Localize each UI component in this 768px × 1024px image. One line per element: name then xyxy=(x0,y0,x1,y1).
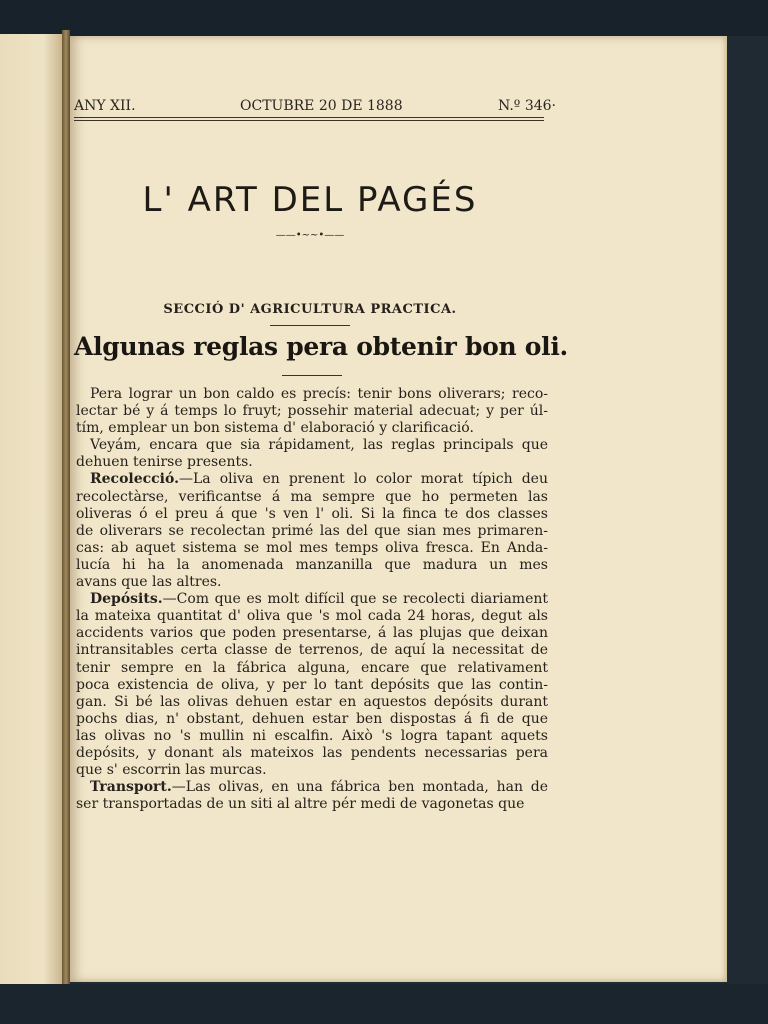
paragraph xyxy=(76,437,548,471)
text-line xyxy=(76,694,548,711)
text-line xyxy=(76,403,548,420)
paragraph xyxy=(76,386,548,437)
text-line xyxy=(76,608,548,625)
line-text: tenir sempre en la fábrica alguna, encare que relativament xyxy=(76,659,548,676)
line-text: intransitables certa classe de terrenos, de aquí la necessitat de xyxy=(76,642,548,659)
text-line xyxy=(76,711,548,728)
header-rule xyxy=(74,117,544,118)
line-text: recolectàrse, verificantse á ma sempre que ho permeten las xyxy=(76,488,548,505)
line-text: —Las olivas, en una fábrica ben montada, han de xyxy=(171,779,548,796)
line-text: accidents varios que poden presentarse, á las plujas que deixan xyxy=(76,625,548,642)
line-text: tím, emplear un bon sistema d' elaboració y clarificació. xyxy=(76,420,474,437)
line-text: la mateixa quantitat d' oliva que 's mol cada 24 horas, degut als xyxy=(76,608,548,625)
line-text: las olivas no 's mullin ni escalfin. Això 's logra tapant aquets xyxy=(76,727,548,744)
header-issue-number: N.º 346· xyxy=(497,98,556,114)
text-line xyxy=(76,540,548,557)
text-line xyxy=(76,523,548,540)
line-text: Pera lograr un bon caldo es precís: tenir bons oliverars; reco- xyxy=(90,386,548,402)
line-text: Veyám, encara que sia rápidament, las reglas principals que xyxy=(90,437,548,454)
section-heading: SECCIÓ D' AGRICULTURA PRACTICA. xyxy=(163,302,457,317)
line-text: lucía hi ha la anomenada manzanilla que madura un mes xyxy=(76,556,548,573)
header-volume: ANY XII. xyxy=(74,98,136,114)
background-bottom xyxy=(0,984,768,1024)
line-text: avans que las altres. xyxy=(76,574,222,591)
paragraph-lead: Depósits. xyxy=(90,591,163,608)
text-line xyxy=(76,574,548,591)
text-line xyxy=(76,796,548,813)
line-text: cas: ab aquet sistema se mol mes temps oliva fresca. En Anda- xyxy=(76,539,548,556)
text-line xyxy=(76,745,548,762)
paragraph-lead: Transport. xyxy=(90,779,172,796)
text-line xyxy=(76,779,548,796)
paragraph-lead: Recolecció. xyxy=(90,471,179,488)
line-text: —Com que es molt difícil que se recolecti diariament xyxy=(162,591,548,608)
text-line xyxy=(76,625,548,642)
paragraph xyxy=(76,779,548,813)
line-text: ser transportadas de un siti al altre pér medi de vagonetas que xyxy=(76,796,525,813)
book-spine xyxy=(62,30,70,990)
line-text: lectar bé y á temps lo fruyt; possehir material adecuat; y per úl- xyxy=(76,403,548,420)
text-line xyxy=(76,642,548,659)
masthead-title: L' ART DEL PAGÉS xyxy=(142,180,478,220)
article-body xyxy=(76,386,548,813)
line-text: poca existencia de oliva, y per lo tant depósits que las contin- xyxy=(76,676,548,693)
line-text: —La oliva en prenent lo color morat típich deu xyxy=(178,471,548,488)
text-line xyxy=(76,762,548,779)
header-rule-double xyxy=(74,120,544,121)
line-text: que s' escorrin las murcas. xyxy=(76,762,267,779)
line-text: de oliverars se recolectan primé las del que sian mes primaren- xyxy=(76,522,548,539)
section-rule xyxy=(270,325,350,326)
line-text: oliveras ó el preu á que 's ven l' oli. Si la finca te dos classes xyxy=(76,505,548,522)
text-line xyxy=(76,420,548,437)
article-title: Algunas reglas pera obtenir bon oli. xyxy=(74,332,568,361)
paragraph xyxy=(76,471,548,591)
text-line xyxy=(76,471,548,488)
background-top xyxy=(0,0,768,36)
line-text: pochs dias, n' obstant, dehuen estar ben dispostas á fi de que xyxy=(76,710,548,727)
text-line xyxy=(76,386,548,403)
text-line xyxy=(76,728,548,745)
line-text: dehuen tenirse presents. xyxy=(76,454,253,471)
paragraph xyxy=(76,591,548,779)
text-line xyxy=(76,660,548,677)
line-text: gan. Si bé las olivas dehuen estar en aquestos depósits durant xyxy=(76,693,548,710)
text-line xyxy=(76,506,548,523)
article-title-rule xyxy=(282,375,342,376)
text-line xyxy=(76,591,548,608)
text-line xyxy=(76,677,548,694)
ornament-divider: ——•~~•—— xyxy=(275,230,345,241)
facing-page xyxy=(0,34,64,986)
text-line xyxy=(76,454,548,471)
header-date: OCTUBRE 20 DE 1888 xyxy=(240,98,403,114)
line-text: depósits, y donant als mateixos las pendents necessarias pera xyxy=(76,744,548,761)
text-line xyxy=(76,557,548,574)
text-line xyxy=(76,489,548,506)
text-line xyxy=(76,437,548,454)
